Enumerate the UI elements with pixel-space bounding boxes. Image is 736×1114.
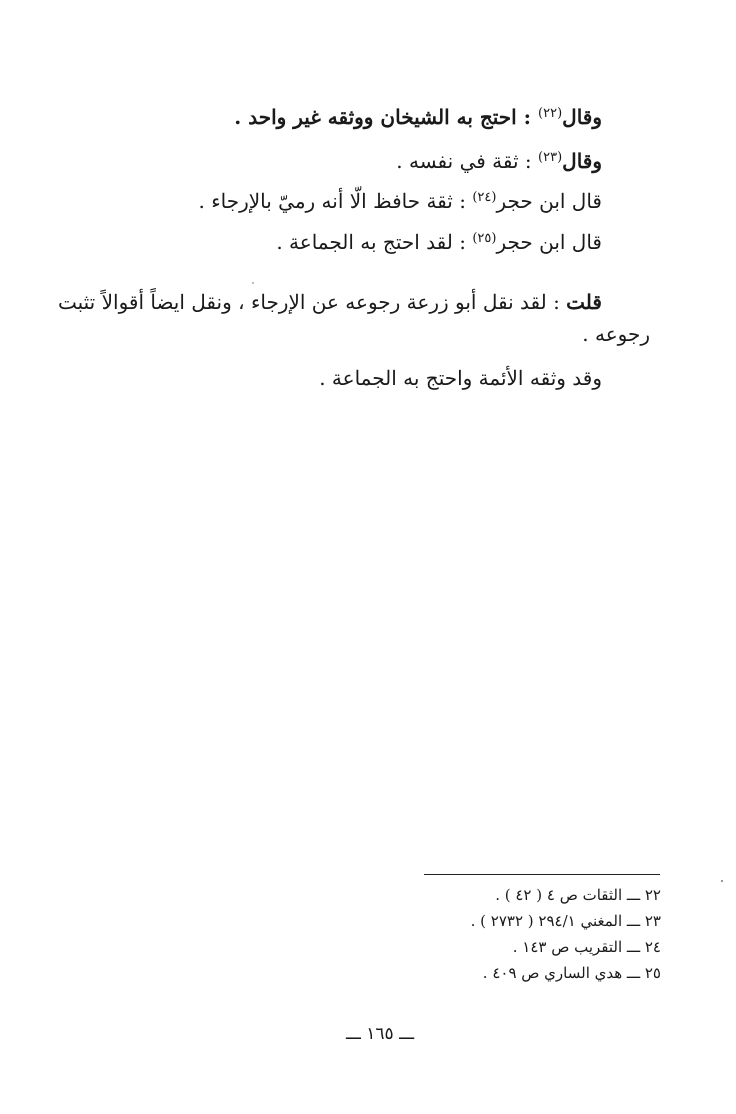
footnote-ref-23: (٢٣) xyxy=(538,150,563,165)
note-paragraph xyxy=(58,288,602,316)
line-3-lead: قال ابن حجر xyxy=(496,189,602,213)
body-line-4 xyxy=(276,225,602,256)
footnote-23: ٢٣ ـــ المغني ٢٩٤/١ ( ٢٧٣٢ ) . xyxy=(470,912,661,930)
footnote-divider xyxy=(424,874,660,875)
line-4-lead: قال ابن حجر xyxy=(496,230,602,254)
line-2-lead: وقال xyxy=(562,149,602,173)
footnote-24: ٢٤ ـــ التقريب ص ١٤٣ . xyxy=(512,938,661,956)
footnote-ref-24: (٢٤) xyxy=(472,190,497,205)
note-continuation: رجوعه . xyxy=(582,322,650,346)
body-line-2 xyxy=(396,144,602,175)
closing-line: وقد وثقه الأئمة واحتج به الجماعة . xyxy=(319,366,602,390)
footnote-ref-25: (٢٥) xyxy=(472,231,497,246)
line-2-text: : ثقة في نفسه . xyxy=(396,149,539,173)
scan-speck xyxy=(721,880,723,882)
footnote-22: ٢٢ ـــ الثقات ص ٤ ( ٤٢ ) . xyxy=(495,886,661,904)
note-text: : لقد نقل أبو زرعة رجوعه عن الإرجاء ، ونقل ايضاً أقوالاً تثبت xyxy=(57,290,567,314)
line-4-text: : لقد احتج به الجماعة . xyxy=(276,230,473,254)
footnote-ref-22: (٢٢) xyxy=(538,106,563,121)
body-line-1 xyxy=(234,100,602,131)
scan-speck xyxy=(252,282,254,284)
footnote-25: ٢٥ ـــ هدي الساري ص ٤٠٩ . xyxy=(482,964,661,982)
page-number: ـــ ١٦٥ ـــ xyxy=(345,1024,415,1044)
line-3-text: : ثقة حافظ الّا أنه رميّ بالإرجاء . xyxy=(198,189,473,213)
line-1-text: : احتج به الشيخان ووثقه غير واحد . xyxy=(234,105,539,129)
note-label: قلت xyxy=(566,290,602,314)
line-1-lead: وقال xyxy=(562,105,602,129)
body-line-3 xyxy=(199,184,603,215)
